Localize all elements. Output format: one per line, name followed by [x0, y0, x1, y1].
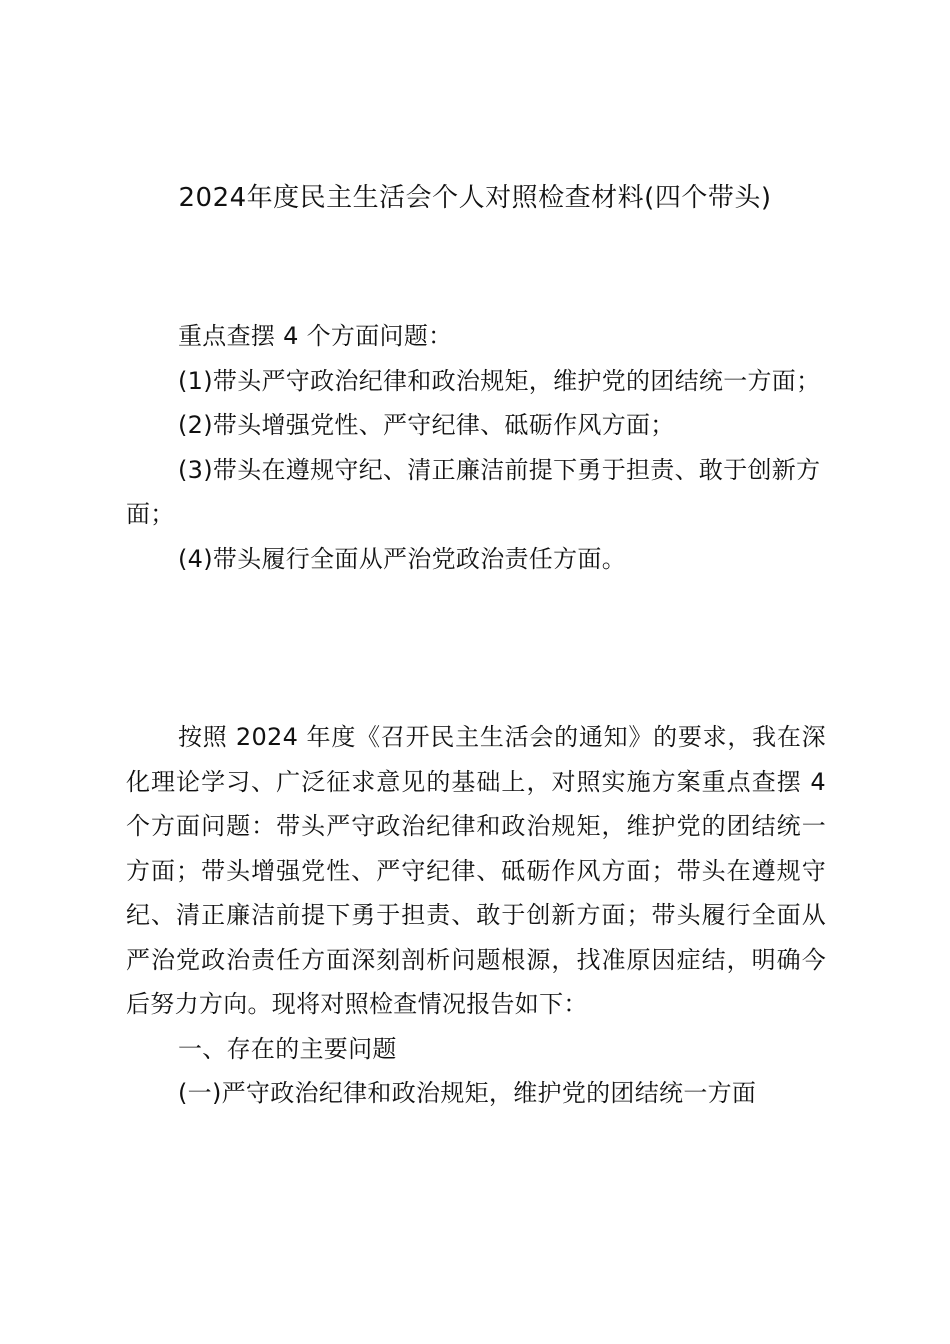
intro-item-2: (2)带头增强党性、严守纪律、砥砺作风方面；	[178, 411, 675, 439]
section-heading: 一、存在的主要问题	[178, 1034, 397, 1063]
intro-item-3: (3)带头在遵规守纪、清正廉洁前提下勇于担责、敢于创新方面；	[126, 455, 821, 528]
document-title: 2024年度民主生活会个人对照检查材料(四个带头)	[178, 183, 772, 213]
body-section	[126, 715, 826, 1116]
intro-section	[126, 314, 826, 581]
intro-item-4: (4)带头履行全面从严治党政治责任方面。	[178, 544, 626, 573]
intro-heading: 重点查摆 4 个方面问题：	[178, 322, 453, 350]
subsection-heading: (一)严守政治纪律和政治规矩，维护党的团结统一方面	[178, 1079, 757, 1107]
intro-item-1: (1)带头严守政治纪律和政治规矩，维护党的团结统一方面；	[178, 366, 821, 395]
body-paragraph: 按照 2024 年度《召开民主生活会的通知》的要求，我在深化理论学习、广泛征求意见的基础上，对照实施方案重点查摆 4 个方面问题：带头严守政治纪律和政治规矩，维护党的团结统一方面；带头增强党性、严守纪律、砥砺作风方面；带头在遵规守纪、清正廉洁前提下勇于担责、敢于创新方面；带头履行全面从严治党政治责任方面深刻剖析问题根源，找准原因症结，明确今后努力方向。现将对照检查情况报告如下：	[126, 723, 826, 1018]
